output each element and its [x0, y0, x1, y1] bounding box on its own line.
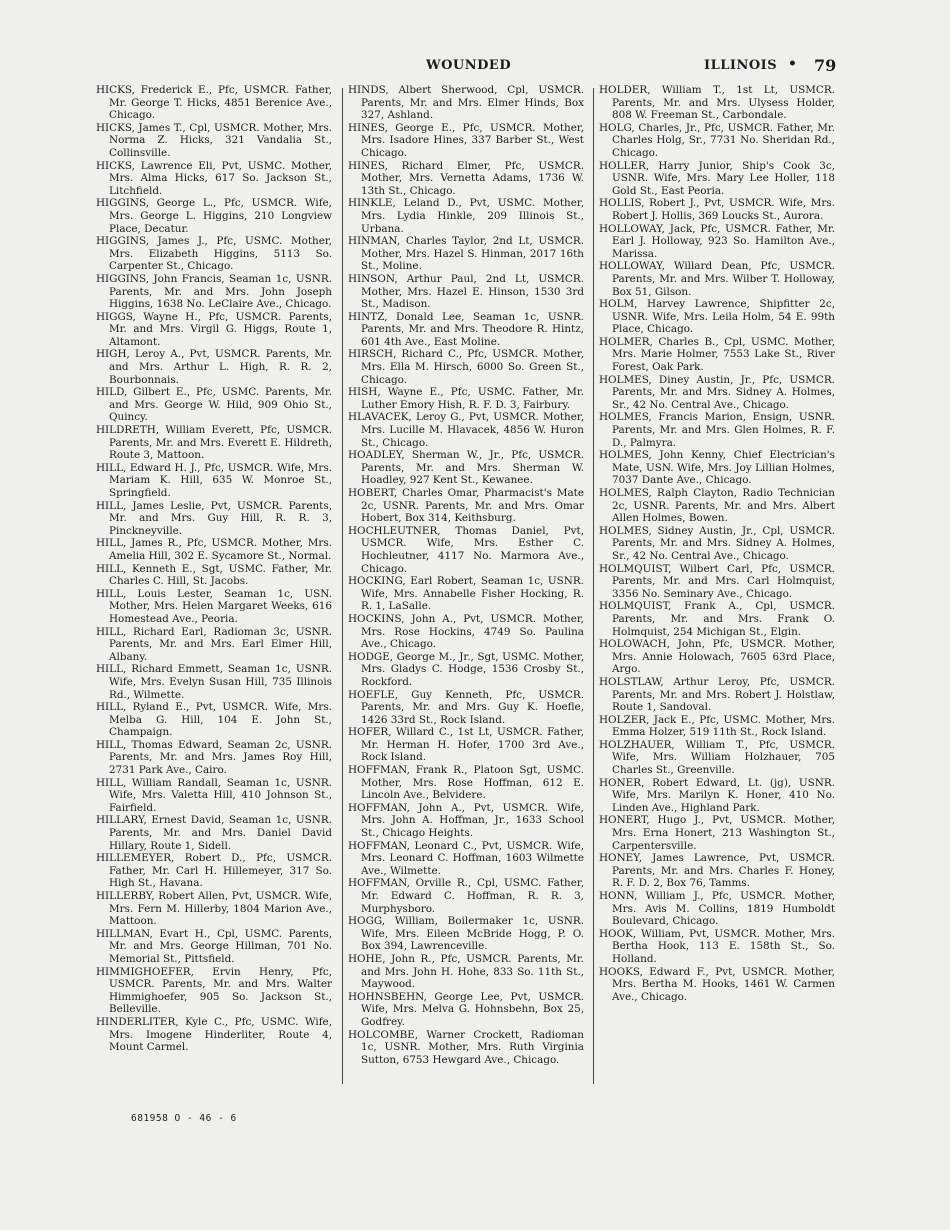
list-entry: HINSON, Arthur Paul, 2nd Lt, USMCR. Mother, Mrs. Hazel E. Hinson, 1530 3rd St., Madison. [348, 272, 584, 311]
list-entry: HILL, William Randall, Seaman 1c, USNR. Wife, Mrs. Valetta Hill, 410 Johnson St., Fairfield. [96, 776, 332, 814]
list-entry: HIGGINS, James J., Pfc, USMC. Mother, Mrs. Elizabeth Higgins, 5113 So. Carpenter St., Chicago. [96, 235, 332, 273]
column-2 [348, 84, 584, 1094]
list-entry: HIMMIGHOEFER, Ervin Henry, Pfc, USMCR. Parents, Mr. and Mrs. Walter Himmighoefer, 905 So. Jackson St., Belleville. [96, 965, 332, 1016]
list-entry: HOCHLEUTNER, Thomas Daniel, Pvt, USMCR. Wife, Mrs. Esther C. Hochleutner, 4117 No. Marmora Ave., Chicago. [348, 524, 584, 575]
list-entry: HOFFMAN, Frank R., Platoon Sgt, USMC. Mother, Mrs. Rose Hoffman, 612 E. Lincoln Ave., Belvidere. [348, 764, 584, 802]
list-entry: HILLEMEYER, Robert D., Pfc, USMCR. Father, Mr. Carl H. Hillemeyer, 317 So. High St., Havana. [96, 852, 332, 890]
list-entry: HIGGINS, John Francis, Seaman 1c, USNR. Parents, Mr. and Mrs. John Joseph Higgins, 1638 No. LeClaire Ave., Chicago. [96, 272, 332, 311]
list-entry: HOEFLE, Guy Kenneth, Pfc, USMCR. Parents, Mr. and Mrs. Guy K. Hoefle, 1426 33rd St., Rock Island. [348, 688, 584, 726]
list-entry: HOGG, William, Boilermaker 1c, USNR. Wife, Mrs. Eileen McBride Hogg, P. O. Box 394, Lawrenceville. [348, 915, 584, 953]
list-entry: HILD, Gilbert E., Pfc, USMC. Parents, Mr. and Mrs. George W. Hild, 909 Ohio St., Quincy. [96, 386, 332, 424]
list-entry: HOLZHAUER, William T., Pfc, USMCR. Wife, Mrs. William Holzhauer, 705 Charles St., Greenville. [599, 738, 835, 777]
column-3 [599, 84, 835, 1094]
list-entry: HICKS, Frederick E., Pfc, USMCR. Father, Mr. George T. Hicks, 4851 Berenice Ave., Chicago. [96, 84, 332, 122]
list-entry: HOOKS, Edward F., Pvt, USMCR. Mother, Mrs. Bertha M. Hooks, 1461 W. Carmen Ave., Chicago. [599, 965, 835, 1003]
list-entry: HONER, Robert Edward, Lt. (jg), USNR. Wife, Mrs. Marilyn K. Honer, 410 No. Linden Ave., Highland Park. [599, 776, 835, 814]
casualty-list [96, 84, 836, 1094]
list-entry: HODGE, George M., Jr., Sgt, USMC. Mother, Mrs. Gladys C. Hodge, 1536 Crosby St., Rockford. [348, 650, 584, 688]
list-entry: HILL, Kenneth E., Sgt, USMC. Father, Mr. Charles C. Hill, St. Jacobs. [96, 562, 332, 588]
state-title: ILLINOIS [704, 58, 778, 73]
list-entry: HILL, Louis Lester, Seaman 1c, USN. Mother, Mrs. Helen Margaret Weeks, 616 Homestead Ave., Peoria. [96, 587, 332, 625]
list-entry: HOLSTLAW, Arthur Leroy, Pfc, USMCR. Parents, Mr. and Mrs. Robert J. Holstlaw, Route 1, Sandoval. [599, 675, 835, 714]
list-entry: HOLMQUIST, Frank A., Cpl, USMCR. Parents, Mr. and Mrs. Frank O. Holmquist, 254 Michigan St., Elgin. [599, 600, 835, 638]
list-entry: HINES, Richard Elmer, Pfc, USMCR. Mother, Mrs. Vernetta Adams, 1736 W. 13th St., Chicago. [348, 159, 584, 197]
list-entry: HOLLIS, Robert J., Pvt, USMCR. Wife, Mrs. Robert J. Hollis, 369 Loucks St., Aurora. [599, 197, 835, 222]
list-entry: HILL, Ryland E., Pvt, USMCR. Wife, Mrs. Melba G. Hill, 104 E. John St., Champaign. [96, 701, 332, 739]
list-entry: HINDERLITER, Kyle C., Pfc, USMC. Wife, Mrs. Imogene Hinderliter, Route 4, Mount Carmel. [96, 1015, 332, 1054]
list-entry: HOLLOWAY, Willard Dean, Pfc, USMCR. Parents, Mr. and Mrs. Wilber T. Holloway, Box 51, Gilson. [599, 260, 835, 298]
list-entry: HOLDER, William T., 1st Lt, USMCR. Parents, Mr. and Mrs. Ulysess Holder, 808 W. Freeman St., Carbondale. [599, 84, 835, 122]
list-entry: HOCKING, Earl Robert, Seaman 1c, USNR. Wife, Mrs. Annabelle Fisher Hocking, R. R. 1, LaSalle. [348, 575, 584, 613]
list-entry: HOHE, John R., Pfc, USMCR. Parents, Mr. and Mrs. John H. Hohe, 833 So. 11th St., Maywood. [348, 952, 584, 991]
list-entry: HOLMES, Ralph Clayton, Radio Technician 2c, USNR. Parents, Mr. and Mrs. Albert Allen Holmes, Bowen. [599, 487, 835, 525]
list-entry: HOLLOWAY, Jack, Pfc, USMCR. Father, Mr. Earl J. Holloway, 923 So. Hamilton Ave., Marissa. [599, 222, 835, 260]
list-entry: HIRSCH, Richard C., Pfc, USMCR. Mother, Mrs. Ella M. Hirsch, 6000 So. Green St., Chicago. [348, 348, 584, 386]
column-divider [593, 88, 594, 1084]
list-entry: HICKS, James T., Cpl, USMCR. Mother, Mrs. Norma Z. Hicks, 321 Vandalia St., Collinsville. [96, 121, 332, 159]
list-entry: HISH, Wayne E., Pfc, USMC. Father, Mr. Luther Emory Hish, R. F. D. 3, Fairbury. [348, 386, 584, 411]
list-entry: HOBERT, Charles Omar, Pharmacist's Mate 2c, USNR. Parents, Mr. and Mrs. Omar Hobert, Box 314, Keithsburg. [348, 487, 584, 525]
section-title: WOUNDED [426, 58, 512, 73]
list-entry: HOLMER, Charles B., Cpl, USMC. Mother, Mrs. Marie Holmer, 7553 Lake St., River Forest, Oak Park. [599, 335, 835, 374]
list-entry: HILL, James Leslie, Pvt, USMCR. Parents, Mr. and Mrs. Guy Hill, R. R. 3, Pinckneyville. [96, 499, 332, 537]
list-entry: HOFFMAN, Leonard C., Pvt, USMCR. Wife, Mrs. Leonard C. Hoffman, 1603 Wilmette Ave., Wilmette. [348, 839, 584, 877]
list-entry: HINES, George E., Pfc, USMCR. Mother, Mrs. Isadore Hines, 337 Barber St., West Chicago. [348, 121, 584, 159]
page-number: 79 [814, 56, 837, 75]
list-entry: HILL, Richard Emmett, Seaman 1c, USNR. Wife, Mrs. Evelyn Susan Hill, 735 Illinois Rd., Wilmette. [96, 663, 332, 701]
list-entry: HOLMES, John Kenny, Chief Electrician's Mate, USN. Wife, Mrs. Joy Lillian Holmes, 7037 Dante Ave., Chicago. [599, 449, 835, 487]
list-entry: HOOK, William, Pvt, USMCR. Mother, Mrs. Bertha Hook, 113 E. 158th St., So. Holland. [599, 927, 835, 965]
list-entry: HOFFMAN, Orville R., Cpl, USMC. Father, Mr. Edward C. Hoffman, R. R. 3, Murphysboro. [348, 877, 584, 915]
list-entry: HILL, Richard Earl, Radioman 3c, USNR. Parents, Mr. and Mrs. Earl Elmer Hill, Albany. [96, 625, 332, 663]
list-entry: HILLERBY, Robert Allen, Pvt, USMCR. Wife, Mrs. Fern M. Hillerby, 1804 Marion Ave., Mattoon. [96, 890, 332, 928]
list-entry: HINTZ, Donald Lee, Seaman 1c, USNR. Parents, Mr. and Mrs. Theodore R. Hintz, 601 4th Ave., East Moline. [348, 310, 584, 348]
column-1 [96, 84, 332, 1094]
list-entry: HICKS, Lawrence Eli, Pvt, USMC. Mother, Mrs. Alma Hicks, 617 So. Jackson St., Litchfield. [96, 159, 332, 197]
list-entry: HINDS, Albert Sherwood, Cpl, USMCR. Parents, Mr. and Mrs. Elmer Hinds, Box 327, Ashland. [348, 84, 584, 122]
list-entry: HONERT, Hugo J., Pvt, USMCR. Mother, Mrs. Erna Honert, 213 Washington St., Carpentersville. [599, 814, 835, 852]
column-divider [342, 88, 343, 1084]
list-entry: HILL, James R., Pfc, USMCR. Mother, Mrs. Amelia Hill, 302 E. Sycamore St., Normal. [96, 537, 332, 562]
list-entry: HINKLE, Leland D., Pvt, USMC. Mother, Mrs. Lydia Hinkle, 209 Illinois St., Urbana. [348, 197, 584, 235]
list-entry: HILLMAN, Evart H., Cpl, USMC. Parents, Mr. and Mrs. George Hillman, 701 No. Memorial St., Pittsfield. [96, 927, 332, 965]
list-entry: HLAVACEK, Leroy G., Pvt, USMCR. Mother, Mrs. Lucille M. Hlavacek, 4856 W. Huron St., Chicago. [348, 411, 584, 449]
list-entry: HIGGS, Wayne H., Pfc, USMCR. Parents, Mr. and Mrs. Virgil G. Higgs, Route 1, Altamont. [96, 310, 332, 348]
list-entry: HOLMES, Sidney Austin, Jr., Cpl, USMCR. Parents, Mr. and Mrs. Sidney A. Holmes, Sr., 42 No. Central Ave., Chicago. [599, 524, 835, 562]
list-entry: HIGGINS, George L., Pfc, USMCR. Wife, Mrs. George L. Higgins, 210 Longview Place, Decatur. [96, 197, 332, 235]
list-entry: HOLG, Charles, Jr., Pfc, USMCR. Father, Mr. Charles Holg, Sr., 7731 No. Sheridan Rd., Chicago. [599, 121, 835, 159]
page-header [96, 58, 836, 80]
list-entry: HOCKINS, John A., Pvt, USMCR. Mother, Mrs. Rose Hockins, 4749 So. Paulina Ave., Chicago. [348, 612, 584, 651]
list-entry: HILDRETH, William Everett, Pfc, USMCR. Parents, Mr. and Mrs. Everett E. Hildreth, Route 3, Mattoon. [96, 424, 332, 462]
list-entry: HILL, Thomas Edward, Seaman 2c, USNR. Parents, Mr. and Mrs. James Roy Hill, 2731 Park Ave., Cairo. [96, 738, 332, 777]
list-entry: HOLMQUIST, Wilbert Carl, Pfc, USMCR. Parents, Mr. and Mrs. Carl Holmquist, 3356 No. Seminary Ave., Chicago. [599, 562, 835, 600]
list-entry: HOHNSBEHN, George Lee, Pvt, USMCR. Wife, Mrs. Melva G. Hohnsbehn, Box 25, Godfrey. [348, 990, 584, 1028]
list-entry: HINMAN, Charles Taylor, 2nd Lt, USMCR. Mother, Mrs. Hazel S. Hinman, 2017 16th St., Moline. [348, 235, 584, 273]
list-entry: HOFER, Willard C., 1st Lt, USMCR. Father, Mr. Herman H. Hofer, 1700 3rd Ave., Rock Island. [348, 726, 584, 764]
list-entry: HOFFMAN, John A., Pvt, USMCR. Wife, Mrs. John A. Hoffman, Jr., 1633 School St., Chicago Heights. [348, 801, 584, 840]
list-entry: HOLCOMBE, Warner Crockett, Radioman 1c, USNR. Mother, Mrs. Ruth Virginia Sutton, 6753 Hewgard Ave., Chicago. [348, 1028, 584, 1066]
list-entry: HOLMES, Francis Marion, Ensign, USNR. Parents, Mr. and Mrs. Glen Holmes, R. F. D., Palmyra. [599, 411, 835, 449]
bullet-separator: • [788, 56, 797, 72]
list-entry: HONN, William J., Pfc, USMCR. Mother, Mrs. Avis M. Collins, 1819 Humboldt Boulevard, Chicago. [599, 890, 835, 928]
list-entry: HILLARY, Ernest David, Seaman 1c, USNR. Parents, Mr. and Mrs. Daniel David Hillary, Route 1, Sidell. [96, 814, 332, 852]
list-entry: HOLMES, Diney Austin, Jr., Pfc, USMCR. Parents, Mr. and Mrs. Sidney A. Holmes, Sr., 42 No. Central Ave., Chicago. [599, 373, 835, 411]
list-entry: HOLOWACH, John, Pfc, USMCR. Mother, Mrs. Annie Holowach, 7605 63rd Place, Argo. [599, 638, 835, 676]
print-code: 681958 O - 46 - 6 [131, 1113, 237, 1124]
list-entry: HOLZER, Jack E., Pfc, USMC. Mother, Mrs. Emma Holzer, 519 11th St., Rock Island. [599, 713, 835, 739]
list-entry: HIGH, Leroy A., Pvt, USMCR. Parents, Mr. and Mrs. Arthur L. High, R. R. 2, Bourbonnais. [96, 348, 332, 386]
list-entry: HILL, Edward H. J., Pfc, USMCR. Wife, Mrs. Mariam K. Hill, 635 W. Monroe St., Springfield. [96, 461, 332, 499]
list-entry: HOLM, Harvey Lawrence, Shipfitter 2c, USNR. Wife, Mrs. Leila Holm, 54 E. 99th Place, Chicago. [599, 298, 835, 336]
list-entry: HOLLER, Harry Junior, Ship's Cook 3c, USNR. Wife, Mrs. Mary Lee Holler, 118 Gold St., East Peoria. [599, 159, 835, 197]
list-entry: HOADLEY, Sherman W., Jr., Pfc, USMCR. Parents, Mr. and Mrs. Sherman W. Hoadley, 927 Kent St., Kewanee. [348, 449, 584, 487]
list-entry: HONEY, James Lawrence, Pvt, USMCR. Parents, Mr. and Mrs. Charles F. Honey, R. F. D. 2, Box 76, Tamms. [599, 852, 835, 890]
